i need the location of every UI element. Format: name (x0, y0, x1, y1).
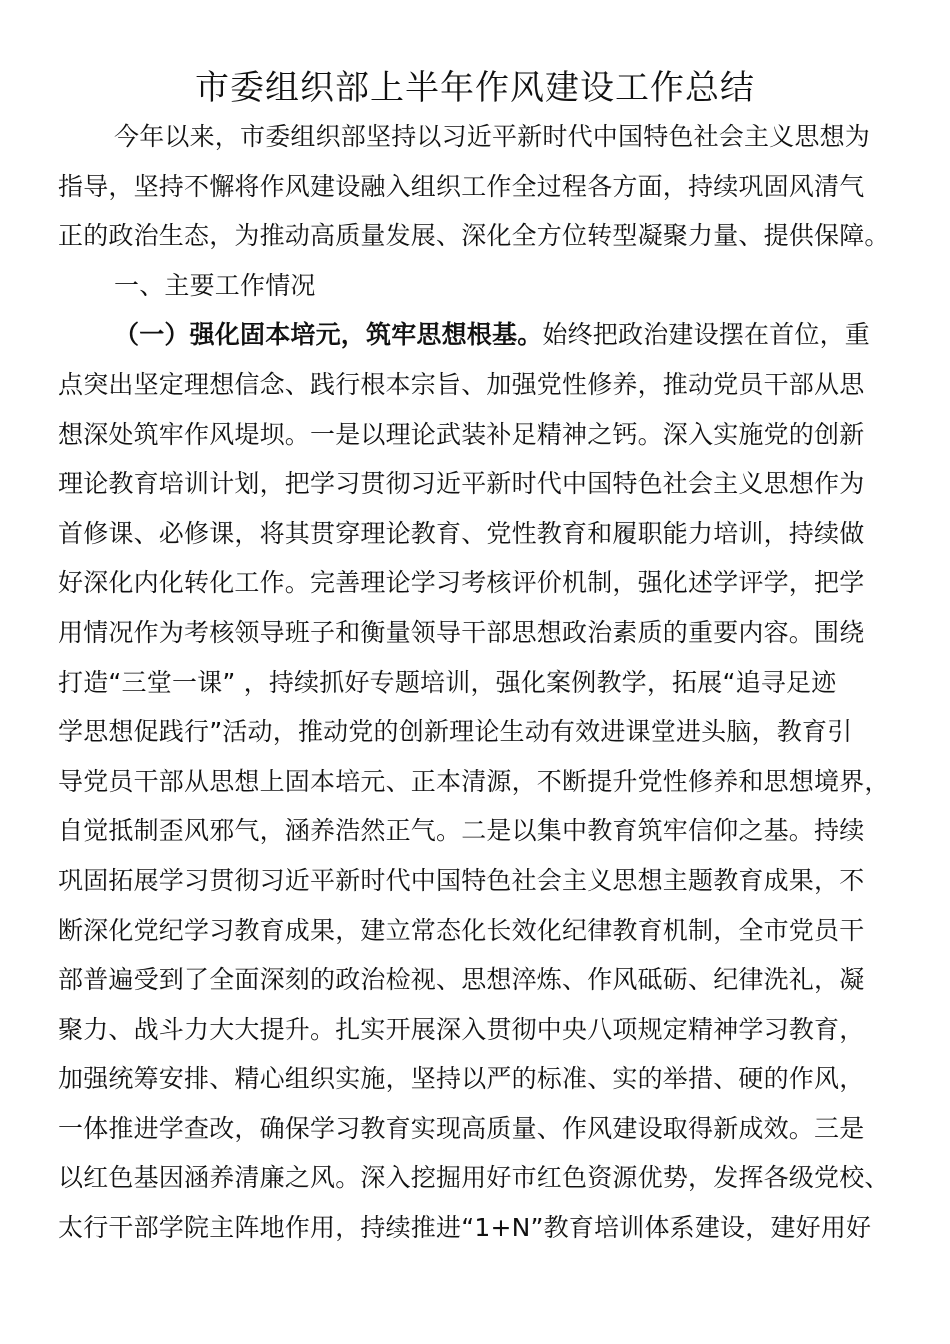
paragraph-line: 点突出坚定理想信念、践行根本宗旨、加强党性修养，推动党员干部从思 (58, 369, 865, 399)
paragraph-line: 部普遍受到了全面深刻的政治检视、思想淬炼、作风砥砺、纪律洗礼，凝 (58, 965, 865, 995)
subsection-heading: （一）强化固本培元，筑牢思想根基。 (114, 320, 543, 350)
paragraph-line: 以红色基因涵养清廉之风。深入挖掘用好市红色资源优势，发挥各级党校、 (58, 1163, 890, 1193)
paragraph-line: 首修课、必修课，将其贯穿理论教育、党性教育和履职能力培训，持续做 (58, 518, 865, 548)
document-title: 市委组织部上半年作风建设工作总结 (195, 68, 755, 108)
paragraph-line: 学思想促践行”活动，推动党的创新理论生动有效进课堂进头脑，教育引 (58, 717, 853, 747)
paragraph-line: 打造“三堂一课” ，持续抓好专题培训，强化案例教学，拓展“追寻足迹 (58, 667, 837, 697)
paragraph-line: 断深化党纪学习教育成果，建立常态化长效化纪律教育机制，全市党员干 (58, 915, 865, 945)
paragraph-text: 始终把政治建设摆在首位，重 (542, 320, 871, 350)
paragraph-line (58, 310, 898, 360)
document-body (58, 112, 898, 1253)
paragraph-line: 聚力、战斗力大大提升。扎实开展深入贯彻中央八项规定精神学习教育， (58, 1014, 865, 1044)
paragraph-line: 好深化内化转化工作。完善理论学习考核评价机制，强化述学评学，把学 (58, 568, 865, 598)
paragraph-line: 加强统筹安排、精心组织实施，坚持以严的标准、实的举措、硬的作风， (58, 1064, 865, 1094)
paragraph-line: 今年以来，市委组织部坚持以习近平新时代中国特色社会主义思想为 (114, 122, 871, 151)
paragraph-line: 巩固拓展学习贯彻习近平新时代中国特色社会主义思想主题教育成果，不 (58, 865, 865, 895)
paragraph-line: 自觉抵制歪风邪气，涵养浩然正气。二是以集中教育筑牢信仰之基。持续 (58, 816, 865, 846)
paragraph-line: 用情况作为考核领导班子和衡量领导干部思想政治素质的重要内容。围绕 (58, 617, 865, 647)
paragraph-line: 太行干部学院主阵地作用，持续推进“1+N”教育培训体系建设，建好用好 (58, 1213, 872, 1243)
paragraph-line: 指导，坚持不懈将作风建设融入组织工作全过程各方面，持续巩固风清气 (58, 171, 865, 201)
paragraph-line: 一体推进学查改，确保学习教育实现高质量、作风建设取得新成效。三是 (58, 1113, 865, 1143)
paragraph-line: 理论教育培训计划，把学习贯彻习近平新时代中国特色社会主义思想作为 (58, 469, 865, 499)
paragraph-line: 导党员干部从思想上固本培元、正本清源，不断提升党性修养和思想境界， (58, 766, 890, 796)
paragraph-line: 正的政治生态，为推动高质量发展、深化全方位转型凝聚力量、提供保障。 (58, 221, 890, 251)
section-heading: 一、主要工作情况 (114, 270, 316, 300)
paragraph-line: 想深处筑牢作风堤坝。一是以理论武装补足精神之钙。深入实施党的创新 (58, 419, 865, 449)
